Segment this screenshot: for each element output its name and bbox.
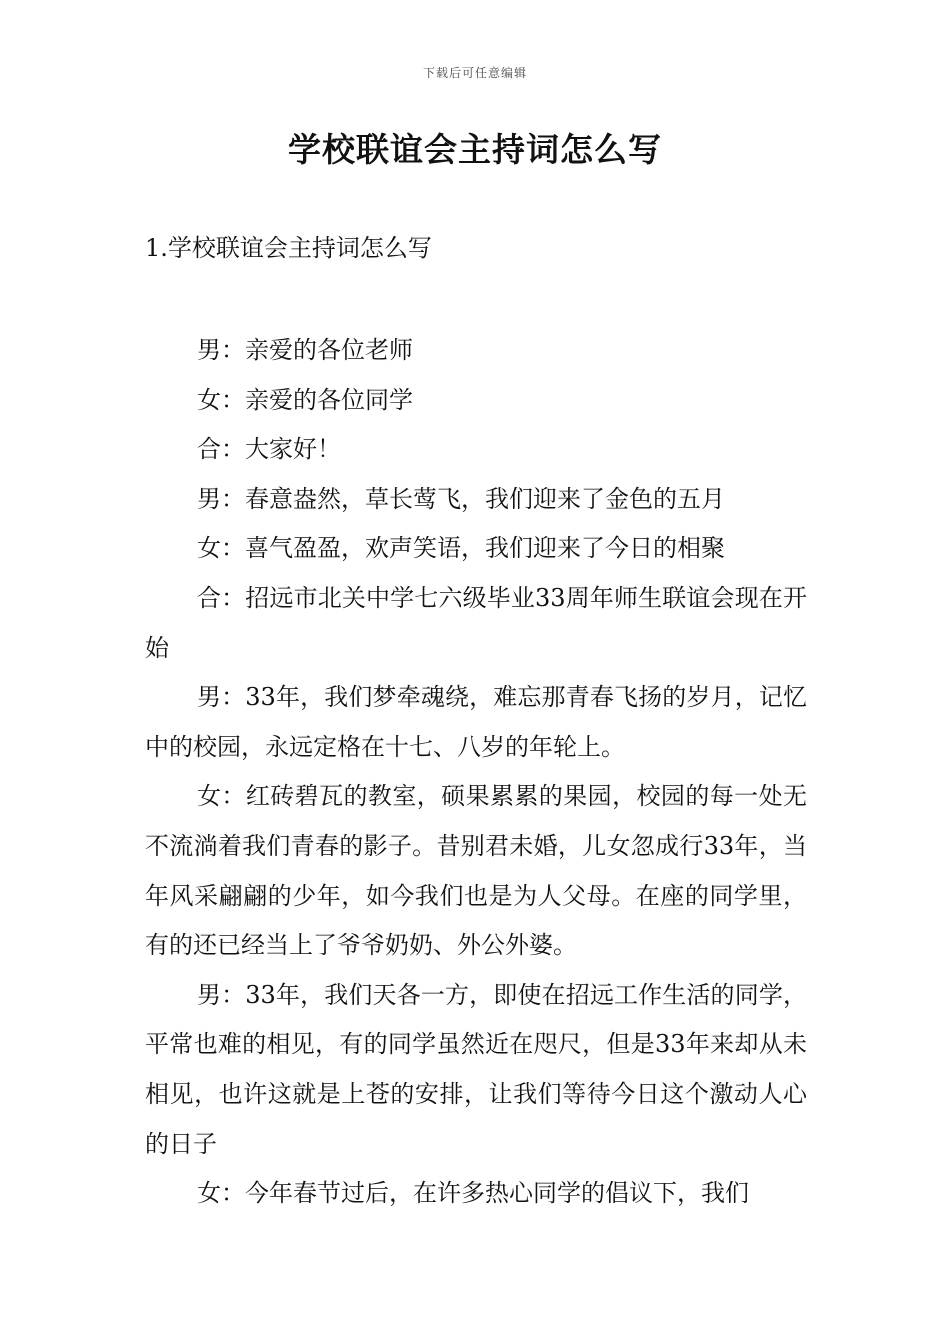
paragraph-1: 男：亲爱的各位老师 bbox=[197, 336, 413, 364]
paragraph-6: 合：招远市北关中学七六级毕业33周年师生联谊会现在开始 bbox=[145, 583, 807, 662]
paragraph-5: 女：喜气盈盈，欢声笑语，我们迎来了今日的相聚 bbox=[197, 534, 725, 563]
header-note: 下载后可任意编辑 bbox=[422, 66, 527, 80]
document-title: 学校联谊会主持词怎么写 bbox=[288, 130, 662, 169]
paragraph-7: 男：33年，我们梦牵魂绕，难忘那青春飞扬的岁月，记忆中的校园，永远定格在十七、八岁的年轮上。 bbox=[145, 683, 807, 761]
paragraph-3: 合：大家好！ bbox=[197, 435, 341, 464]
paragraph-4: 男：春意盎然，草长莺飞，我们迎来了金色的五月 bbox=[197, 484, 725, 513]
paragraph-2: 女：亲爱的各位同学 bbox=[197, 385, 413, 414]
document-body bbox=[145, 326, 807, 1219]
section-heading: 1.学校联谊会主持词怎么写 bbox=[145, 234, 432, 262]
paragraph-8: 女：红砖碧瓦的教室，硕果累累的果园，校园的每一处无不流淌着我们青春的影子。昔别君未婚，儿女忽成行33年，当年风采翩翩的少年，如今我们也是为人父母。在座的同学里，有的还已经当上了爷爷奶奶、外公外婆。 bbox=[145, 782, 807, 960]
paragraph-10: 女：今年春节过后，在许多热心同学的倡议下，我们 bbox=[197, 1179, 749, 1208]
paragraph-9: 男：33年，我们天各一方，即使在招远工作生活的同学，平常也难的相见，有的同学虽然近在咫尺，但是33年来却从未相见，也许这就是上苍的安排，让我们等待今日这个激动人心的日子 bbox=[145, 980, 807, 1158]
